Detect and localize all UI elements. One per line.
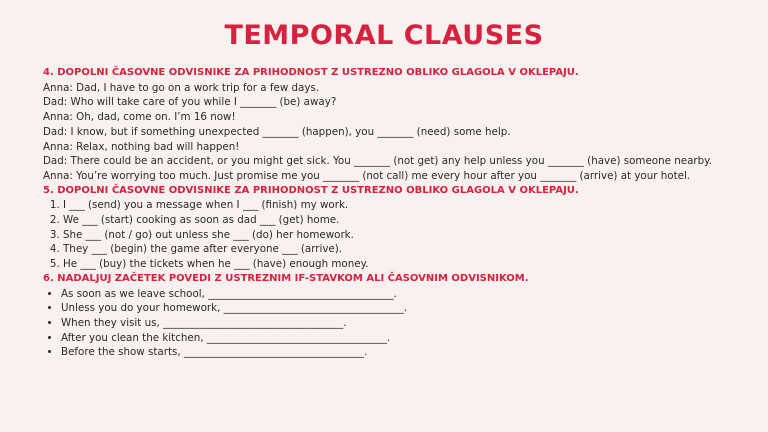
section-4-heading: 4. DOPOLNI ČASOVNE ODVISNIKE ZA PRIHODNOST Z USTREZNO OBLIKO GLAGOLA V OKLEPAJU. bbox=[43, 67, 579, 78]
dialogue-line: Dad: I know, but if something unexpected _______ (happen), you _______ (need) some help. bbox=[43, 125, 511, 138]
list-item: • Unless you do your homework, ___________________________________. bbox=[61, 301, 733, 316]
list-item: 2. We ___ (start) cooking as soon as dad ___ (get) home. bbox=[63, 213, 733, 228]
section-6-heading: 6. NADALJUJ ZAČETEK POVEDI Z USTREZNIM IF-STAVKOM ALI ČASOVNIM ODVISNIKOM. bbox=[43, 272, 529, 284]
list-item: 4. They ___ (begin) the game after everyone ___ (arrive). bbox=[63, 242, 733, 257]
dialogue-line: Dad: Who will take care of you while I _______ (be) away? bbox=[43, 96, 337, 109]
dialogue-line: Dad: There could be an accident, or you might get sick. You _______ (not get) any help unless you _______ (have) someone nearby. bbox=[43, 155, 713, 168]
section-5-heading: 5. DOPOLNI ČASOVNE ODVISNIKE ZA PRIHODNOST Z USTREZNO OBLIKO GLAGOLA V OKLEPAJU. bbox=[43, 184, 579, 196]
list-item: 3. She ___ (not / go) out unless she ___ (do) her homework. bbox=[63, 228, 733, 243]
page-title: TEMPORAL CLAUSES bbox=[224, 20, 544, 51]
list-item: • After you clean the kitchen, ___________________________________. bbox=[61, 331, 733, 346]
exercise-5-list bbox=[43, 198, 733, 272]
dialogue-line: Anna: Relax, nothing bad will happen! bbox=[43, 140, 240, 153]
dialogue-line: Anna: Oh, dad, come on. I’m 16 now! bbox=[43, 111, 236, 124]
list-item: • Before the show starts, ___________________________________. bbox=[61, 345, 733, 360]
exercise-6-list bbox=[43, 287, 733, 361]
dialogue-line: Anna: You’re worrying too much. Just promise me you _______ (not call) me every hour after you _______ (arrive) at your hotel. bbox=[43, 169, 691, 182]
worksheet-content bbox=[43, 66, 733, 360]
list-item: 1. I ___ (send) you a message when I ___ (finish) my work. bbox=[63, 198, 733, 213]
list-item: • As soon as we leave school, ____________________________________. bbox=[61, 287, 733, 302]
dialogue-line: Anna: Dad, I have to go on a work trip for a few days. bbox=[43, 81, 320, 94]
list-item: • When they visit us, ___________________________________. bbox=[61, 316, 733, 331]
list-item: 5. He ___ (buy) the tickets when he ___ (have) enough money. bbox=[63, 257, 733, 272]
